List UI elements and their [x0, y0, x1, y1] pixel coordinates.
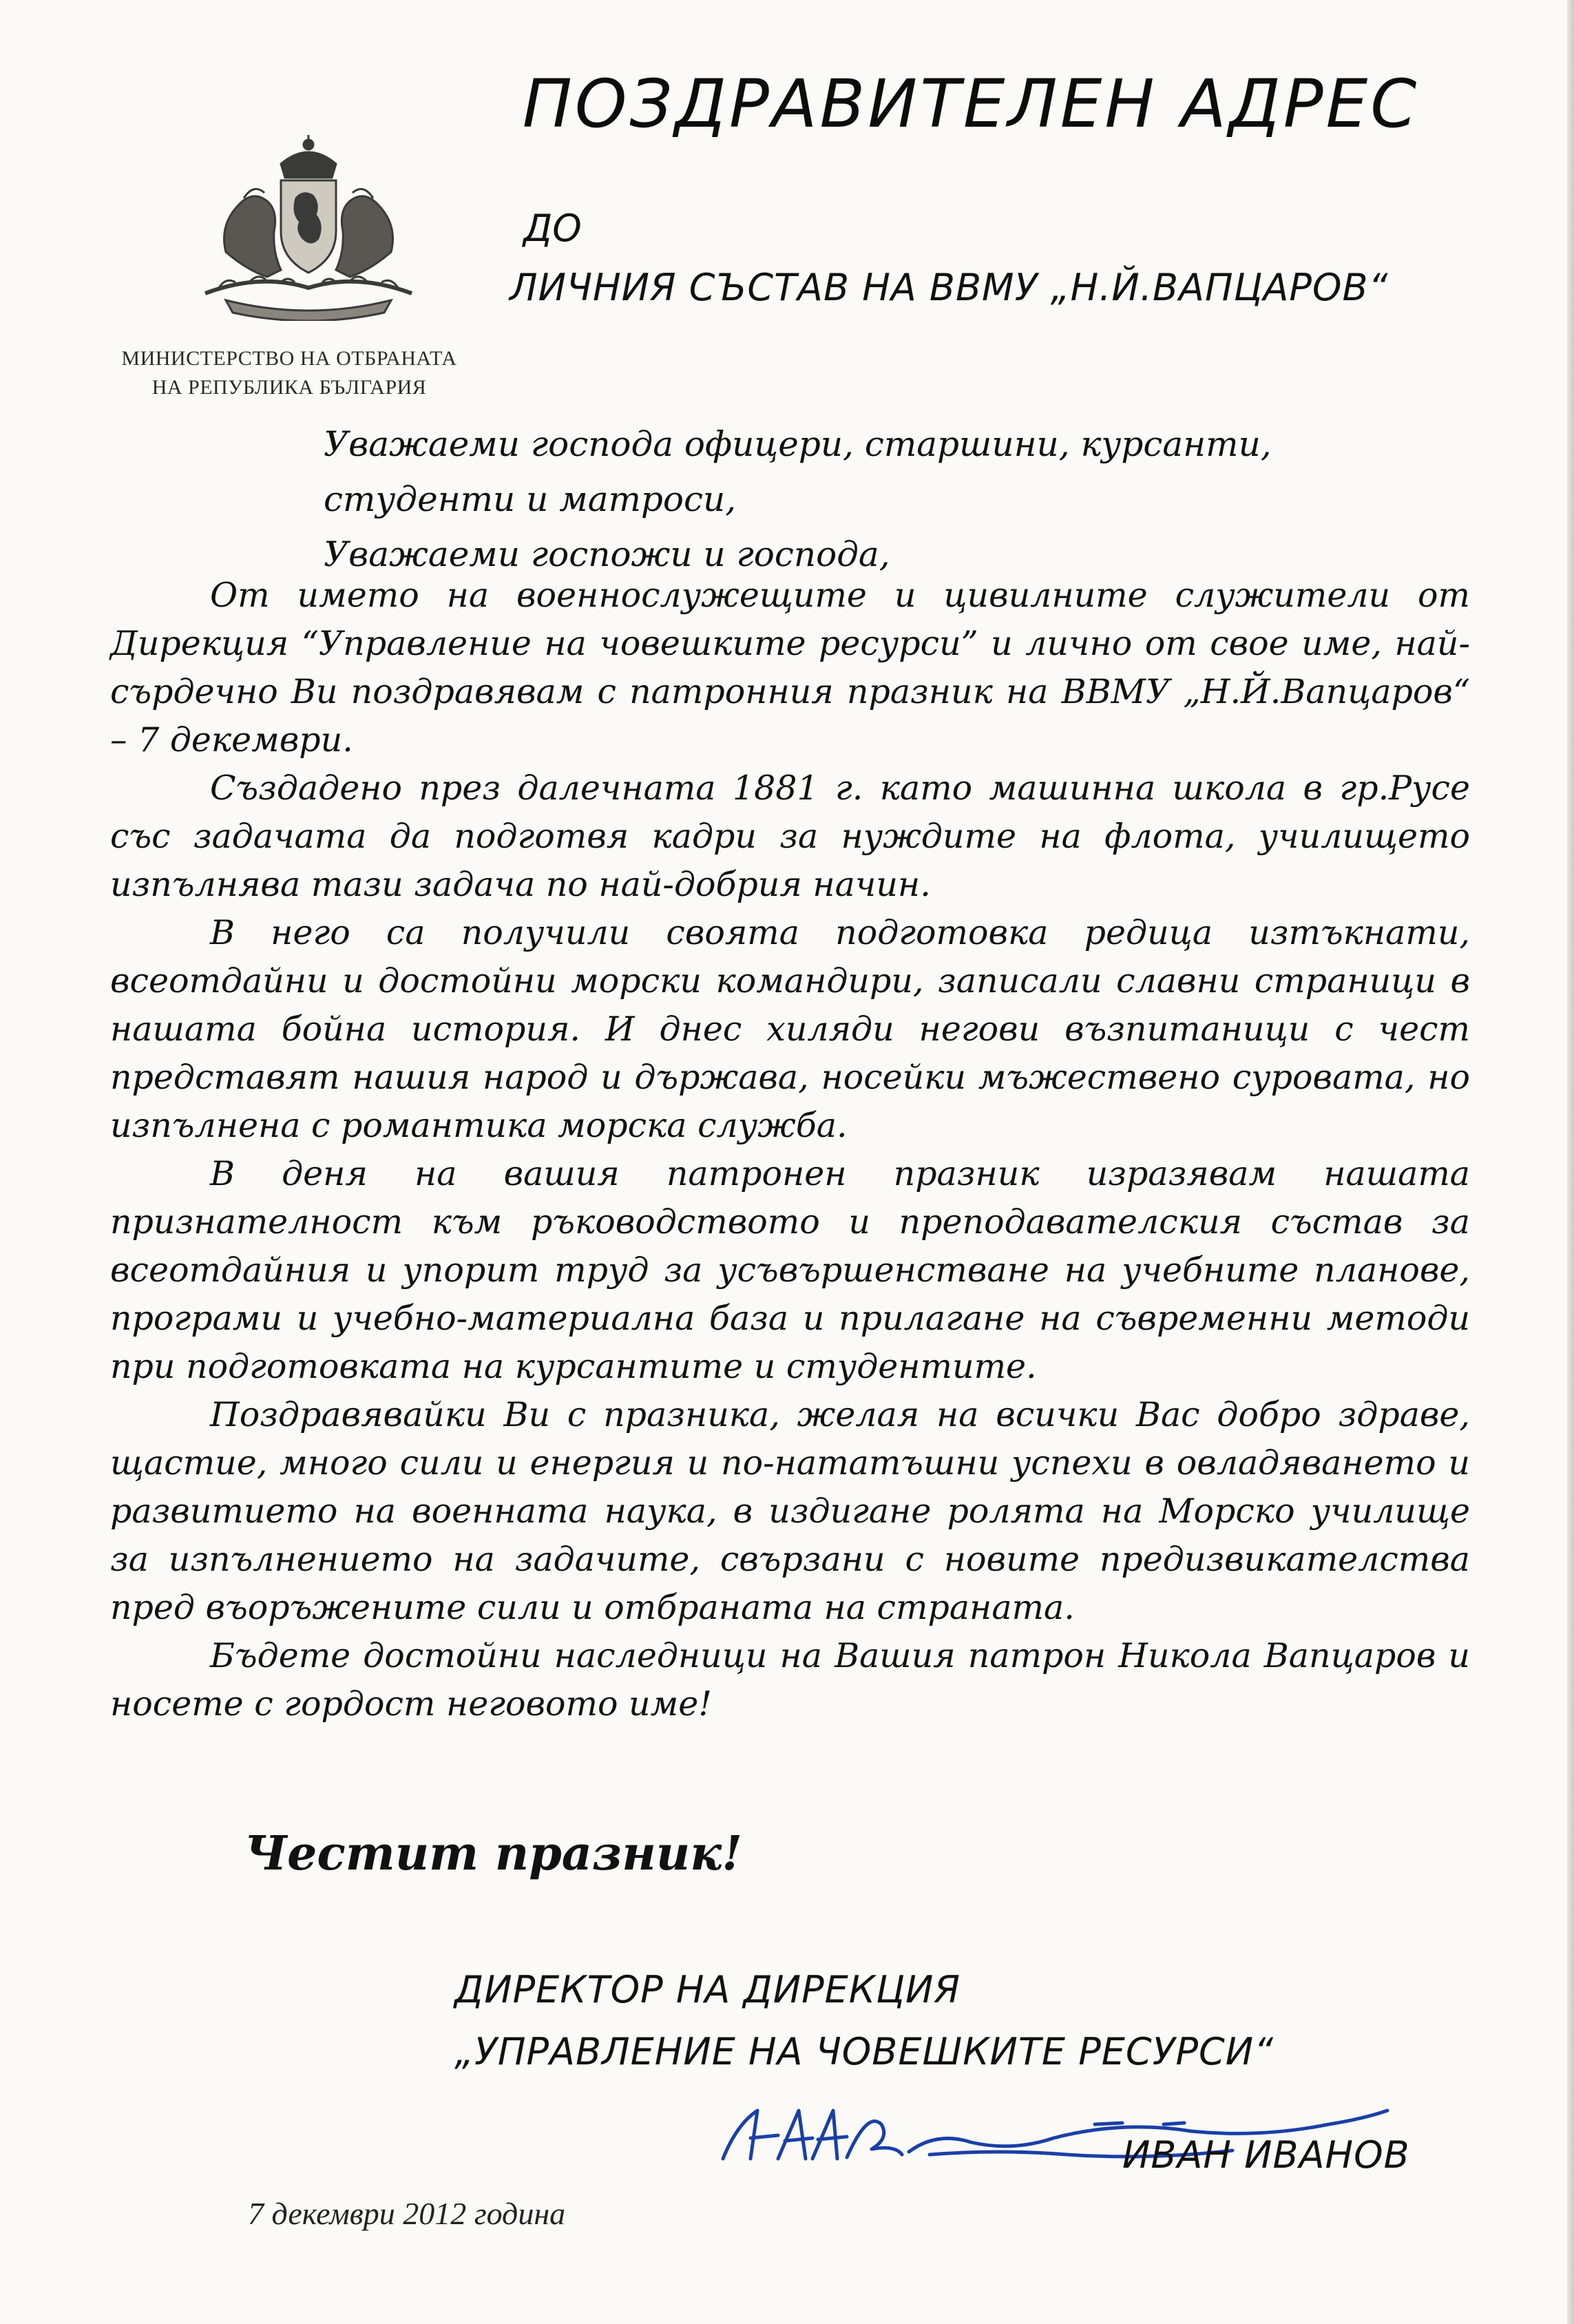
salutation-line-2: студенти и матроси, — [324, 479, 737, 519]
ministry-line-2: НА РЕПУБЛИКА БЪЛГАРИЯ — [151, 376, 427, 399]
paragraph-6: Бъдете достойни наследници на Вашия патрон Никола Вапцаров и носете с гордост неговото име! — [110, 1636, 1470, 1724]
salutation-line-1: Уважаеми господа офицери, старшини, курсанти, — [324, 424, 1272, 464]
paragraph-5: Поздравявайки Ви с празника, желая на всички Вас добро здраве, щастие, много сили и енергия и по-нататъшни успехи в овладяването и развитието на военната наука, в издигане ролята на Морско училище за изпълнението на задачите, свързани с новите предизвикателства пред въоръжените сили и отбраната на страната. — [110, 1395, 1470, 1627]
salutation-line-3: Уважаеми госпожи и господа, — [324, 534, 890, 574]
ministry-line-1: МИНИСТЕРСТВО НА ОТБРАНАТА — [121, 347, 457, 370]
letter-title: ПОЗДРАВИТЕЛЕН АДРЕС — [522, 65, 1420, 143]
ministry-header — [96, 344, 482, 402]
signer-title-line-2: „УПРАВЛЕНИЕ НА ЧОВЕШКИТЕ РЕСУРСИ“ — [454, 2030, 1274, 2073]
address-recipient: ЛИЧНИЯ СЪСТАВ НА ВВМУ „Н.Й.ВАПЦАРОВ“ — [510, 266, 1389, 309]
signer-title-line-1: ДИРЕКТОР НА ДИРЕКЦИЯ — [454, 1968, 961, 2011]
paragraph-2: Създадено през далечната 1881 г. като машинна школа в гр.Русе със задачата да подготвя кадри за нуждите на флота, училището изпълнява тази задача по най-добрия начин. — [110, 768, 1470, 904]
address-to: ДО — [523, 207, 582, 250]
closing-greeting: Честит празник! — [244, 1826, 743, 1881]
scan-edge — [1567, 0, 1574, 2324]
paragraph-4: В деня на вашия патронен празник изразявам нашата признателност към ръководството и преподавателския състав за всеотдайния и упорит труд за усъвършенстване на учебните планове, програми и учебно-материална база и прилагане на съвременни методи при подготовката на курсантите и студентите. — [110, 1154, 1470, 1386]
letter-body — [110, 572, 1470, 1728]
coat-of-arms-icon — [178, 135, 439, 321]
paragraph-3: В него са получили своята подготовка редица изтъкнати, всеотдайни и достойни морски командири, записали славни страници в нашата бойна история. И днес хиляди негови възпитаници с чест представят нашия народ и държава, носейки мъжествено суровата, но изпълнена с романтика морска служба. — [110, 913, 1470, 1145]
signer-title — [454, 1959, 1487, 2083]
signer-name: ИВАН ИВАНОВ — [1122, 2133, 1410, 2177]
paragraph-1: От името на военнослужещите и цивилните служители от Дирекция “Управление на човешките ресурси” и лично от свое име, най-сърдечно Ви поздравявам с патронния празник на ВВМУ „Н.Й.Вапцаров“ – 7 декември. — [110, 576, 1470, 760]
salutation — [324, 417, 1460, 582]
letter-date: 7 декември 2012 година — [248, 2196, 566, 2231]
